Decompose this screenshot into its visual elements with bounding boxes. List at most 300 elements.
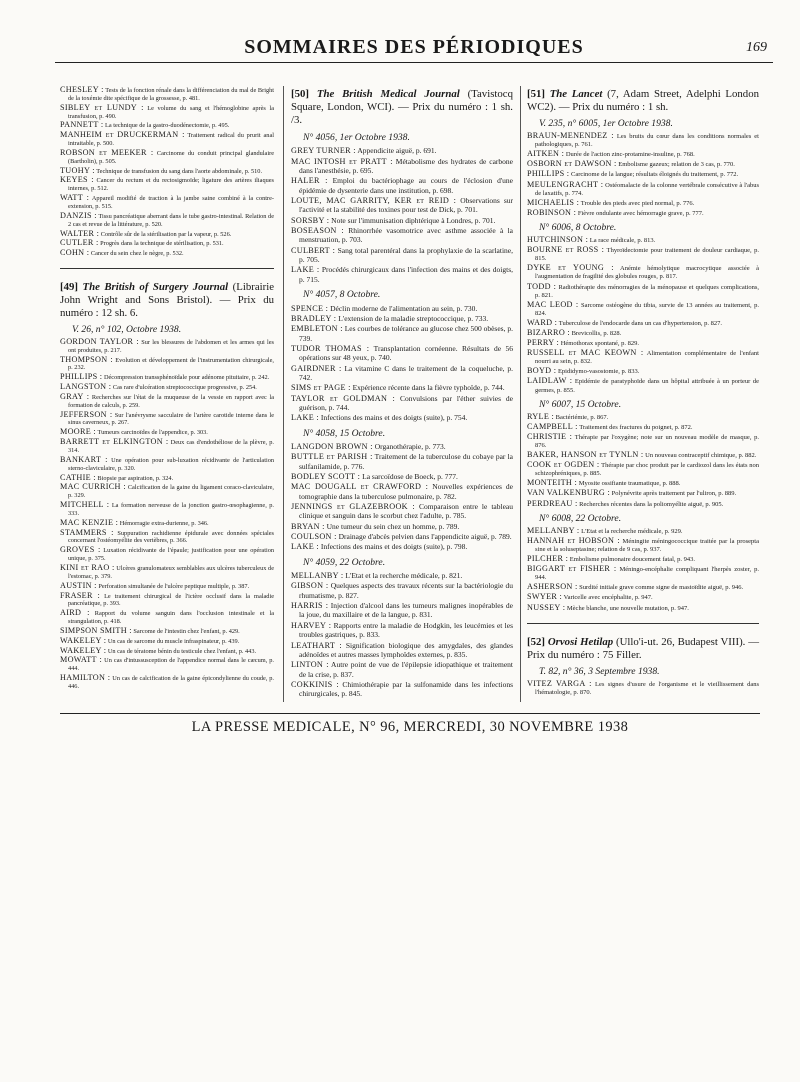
- article-title: Embolisme gazeux; relation de 3 cas, p. 770.: [618, 161, 735, 169]
- journal-name: The Lancet: [549, 88, 603, 100]
- article-author: TODD :: [527, 281, 557, 291]
- article-title: Carcinome du conduit principal glandulaire (Bartholin), p. 505.: [68, 149, 274, 165]
- article-title: Transplantation cornéenne. Résultats de 56 opérations sur 48 yeux, p. 740.: [299, 343, 513, 363]
- article-author: BARRETT et ELKINGTON :: [60, 437, 169, 447]
- article-entry: [527, 537, 759, 554]
- article-author: JENNINGS et GLAZEBROOK :: [291, 502, 415, 512]
- article-author: LAKE :: [291, 542, 319, 552]
- column-1: [60, 86, 274, 692]
- article-entry: [527, 479, 759, 488]
- journal-number: [49]: [60, 281, 78, 294]
- article-entry: [60, 627, 274, 636]
- article-author: ASHERSON :: [527, 582, 578, 592]
- article-title: Un cas de calcification de la gaine épicondylienne du coude, p. 446.: [68, 675, 274, 690]
- article-title: Hémorragie extra-durienne, p. 346.: [119, 519, 209, 527]
- issue-heading: N° 6007, 15 Octobre.: [539, 398, 622, 410]
- article-entry: [291, 226, 513, 245]
- article-entry: [291, 246, 513, 265]
- article-author: CUTLER :: [60, 238, 99, 248]
- article-author: SORSBY :: [291, 215, 330, 225]
- article-author: LOUTE, MAC GARRITY, KER et REID :: [291, 196, 457, 206]
- article-title: Thyroïdectomie pour traitement de douleur cardiaque, p. 815.: [535, 247, 759, 263]
- article-author: AUSTIN :: [60, 580, 97, 590]
- journal-number: [50]: [291, 88, 309, 100]
- article-entry: [60, 456, 274, 473]
- article-entry: [60, 393, 274, 410]
- article-entry: [60, 176, 274, 193]
- article-entry: [291, 383, 513, 392]
- article-author: PHILLIPS :: [60, 372, 103, 382]
- article-author: COKKINIS :: [291, 679, 339, 689]
- article-title: Expérience récente dans la fièvre typhoïde, p. 744.: [352, 383, 505, 393]
- journal-details: (Ullo'i-ut. 26, Budapest VIII). — Prix du numéro : 75 Filler.: [527, 635, 760, 661]
- article-title: Epidémie de paratyphoïde dans un hôpital attribuée à un porteur de germes, p. 855.: [535, 378, 759, 394]
- article-entry: [291, 324, 513, 343]
- entry-list: [527, 236, 759, 395]
- article-author: LAIDLAW :: [527, 376, 573, 386]
- article-entry: [291, 482, 513, 501]
- article-author: GROVES :: [60, 545, 101, 555]
- article-title: Chimiothérapie par la sulfonamide dans les infections chirurgicales, p. 845.: [299, 679, 514, 699]
- article-title: Tumeurs carcinoïdes de l'appendice, p. 303.: [97, 429, 208, 437]
- article-author: GIBSON :: [291, 581, 329, 591]
- article-author: ROBSON et MEEKER :: [60, 147, 154, 157]
- article-title: Ostéomalacie de la colonne vertébrale consécutive à l'abus de laxatifs, p. 774.: [535, 181, 759, 197]
- article-entry: [60, 609, 274, 626]
- article-title: Méningite méningococcique traitée par la prosepta sine et la soluseptasine; relation de 9 cas, p. 937.: [535, 537, 760, 553]
- article-author: HALER :: [291, 176, 328, 186]
- article-title: La vitamine C dans le traitement de la coqueluche, p. 742.: [299, 363, 514, 382]
- article-author: MELLANBY :: [527, 525, 580, 535]
- article-author: CATHIE :: [60, 472, 96, 482]
- page-footer: [60, 713, 760, 738]
- article-title: Anémie hémolytique macrocytique associée à l'augmentation de fragilité des globules rouges, p. 817.: [535, 265, 759, 281]
- article-entry: [291, 532, 513, 541]
- article-entry: [527, 565, 759, 582]
- article-title: Une opération pour sub-luxation récidivante de l'articulation sterno-claviculaire, p. 320.: [68, 456, 274, 472]
- article-author: BRYAN :: [291, 521, 325, 531]
- article-entry: [527, 349, 759, 366]
- issue-heading: N° 6008, 22 Octobre.: [539, 512, 622, 524]
- article-entry: [291, 364, 513, 383]
- article-entry: [527, 301, 759, 318]
- article-author: MEULENGRACHT :: [527, 179, 604, 189]
- article-title: Cancer du sein chez le nègre, p. 532.: [90, 250, 184, 258]
- journal-name: The British Medical Journal: [316, 88, 460, 100]
- article-author: TUDOR THOMAS :: [291, 343, 370, 353]
- article-entry: [291, 472, 513, 481]
- article-title: Contrôle sûr de la stérilisation par la vapeur, p. 526.: [100, 230, 232, 238]
- article-author: PERDREAU :: [527, 498, 578, 508]
- article-author: BRADLEY :: [291, 313, 337, 323]
- article-entry: [527, 339, 759, 348]
- article-entry: [60, 338, 274, 355]
- article-entry: [60, 230, 274, 239]
- article-author: MITCHELL :: [60, 500, 110, 510]
- article-entry: [60, 149, 274, 166]
- footer-text: LA PRESSE MEDICALE, N° 96, MERCREDI, 30 NOVEMBRE 1938: [191, 719, 629, 735]
- article-author: MICHAELIS :: [527, 197, 580, 207]
- journal-details: (Librairie John Wright and Sons Bristol). — Prix du numéro : 12 sh. 6.: [60, 281, 275, 320]
- article-author: PANNETT :: [60, 120, 104, 130]
- article-author: BIZARRO :: [527, 327, 570, 337]
- article-title: Autre point de vue de l'épilepsie idiopathique et traitement de la crise, p. 837.: [299, 660, 514, 679]
- article-entry: [527, 433, 759, 450]
- entry-list: [60, 86, 274, 258]
- article-entry: [60, 474, 274, 483]
- article-author: GREY TURNER :: [291, 146, 356, 156]
- article-title: Polynévrite après traitement par l'uliron, p. 889.: [611, 490, 737, 498]
- article-author: SWYER :: [527, 592, 563, 602]
- entry-list: [527, 132, 759, 218]
- article-author: RYLE :: [527, 411, 555, 421]
- article-author: DYKE et YOUNG :: [527, 263, 614, 273]
- article-title: Thérapie par l'oxygène; note sur un nouveau modèle de masque, p. 876.: [535, 433, 759, 449]
- article-entry: [527, 377, 759, 394]
- article-title: Sur l'anévrysme sacculaire de l'artère carotide interne dans le sinus caverneux, p. 267.: [68, 411, 275, 427]
- article-author: PHILLIPS :: [527, 169, 570, 179]
- article-entry: [527, 246, 759, 263]
- article-title: Calcification de la gaine du ligament coraco-claviculaire, p. 329.: [68, 484, 274, 500]
- article-author: JEFFERSON :: [60, 409, 113, 419]
- article-title: Injection d'alcool dans les tumeurs malignes inopérables de la joue, du maxillaire et de la langue, p. 831.: [299, 601, 513, 620]
- article-author: LANGDON BROWN :: [291, 441, 373, 451]
- article-entry: [60, 564, 274, 581]
- entry-list: [291, 442, 513, 552]
- article-author: HARRIS :: [291, 601, 329, 611]
- article-entry: [291, 157, 513, 176]
- article-entry: [60, 356, 274, 373]
- article-author: LINTON :: [291, 660, 329, 670]
- article-title: Carcinome de la langue; résultats éloignés du traitement, p. 772.: [570, 171, 739, 179]
- issue-heading: V. 26, n° 102, Octobre 1938.: [72, 324, 182, 336]
- article-author: SPENCE :: [291, 303, 329, 313]
- article-title: Sarcome ostéogène du tibia, survie de 13 années au traitement, p. 824.: [535, 301, 759, 317]
- entry-list: [527, 527, 759, 613]
- article-title: Sarcome de l'intestin chez l'enfant, p. 429.: [133, 627, 240, 635]
- article-author: PERRY :: [527, 338, 560, 348]
- page-header: [55, 34, 773, 63]
- article-entry: [291, 176, 513, 195]
- article-entry: [527, 160, 759, 169]
- article-entry: [60, 656, 274, 673]
- article-title: Drainage d'abcès pelvien dans l'appendicite aiguë, p. 789.: [338, 532, 512, 542]
- article-title: Tests de la fonction rénale dans la différenciation du mal de Bright de la toxémie dite spécifique de la grossesse, p. 481.: [68, 87, 275, 102]
- article-author: LANGSTON :: [60, 382, 112, 392]
- article-entry: [527, 209, 759, 218]
- article-author: KEYES :: [60, 175, 94, 185]
- article-entry: [527, 329, 759, 338]
- issue-heading: V. 235, n° 6005, 1er Octobre 1938.: [539, 118, 673, 129]
- article-entry: [527, 150, 759, 159]
- article-title: Emploi du bactériophage au cours de l'éclosion d'une épidémie de dysenterie dans une institution, p. 698.: [299, 176, 514, 195]
- article-author: VITEZ VARGA :: [527, 678, 592, 688]
- article-title: Le traitement chirurgical de l'ictère occlusif dans la maladie pancréatique, p. 393.: [68, 592, 274, 608]
- article-title: Les signes d'usure de l'organisme et le vieillissement dans l'hématologie, p. 870.: [535, 680, 759, 696]
- article-title: Cancer du rectum et du rectosigmoïde; ligature des artères iliaques internes, p. 512.: [68, 177, 275, 193]
- article-author: FRASER :: [60, 590, 101, 600]
- article-title: Technique de transfusion du sang dans l'aorte abdominale, p. 510.: [96, 167, 263, 175]
- article-entry: [291, 196, 513, 215]
- article-author: GAIRDNER :: [291, 363, 342, 373]
- article-title: Un cas de tératome bénin du testicule chez l'enfant, p. 443.: [107, 647, 257, 655]
- article-entry: [527, 264, 759, 281]
- article-title: Observations sur l'activité et la stabilité des toxines pour test de Dick, p. 701.: [299, 196, 514, 215]
- article-entry: [60, 121, 274, 130]
- article-author: BOYD :: [527, 366, 557, 376]
- article-entry: [291, 601, 513, 620]
- article-author: CHRISTIE :: [527, 431, 573, 441]
- article-entry: [60, 501, 274, 518]
- journal-heading: [527, 636, 759, 662]
- article-title: Durée de l'action zinc-protamine-insuline, p. 768.: [565, 151, 695, 159]
- article-entry: [60, 249, 274, 258]
- article-title: Tuberculose de l'endocarde dans un cas d'hypertension, p. 827.: [558, 319, 723, 327]
- article-title: L'Etat et la recherche médicale, p. 929.: [581, 527, 683, 535]
- article-entry: [291, 442, 513, 451]
- article-title: Ulcères granulomateux semblables aux ulcères tuberculeux de l'estomac, p. 379.: [68, 564, 275, 580]
- article-author: AITKEN :: [527, 149, 565, 159]
- article-author: MAC KENZIE :: [60, 517, 119, 527]
- article-author: COHN :: [60, 248, 90, 258]
- article-entry: [60, 194, 274, 211]
- journal-heading: [527, 88, 759, 114]
- article-title: Un nouveau contraceptif chimique, p. 882.: [645, 452, 757, 460]
- article-title: Trouble des pieds avec pied normal, p. 776.: [580, 199, 695, 207]
- article-title: Organothérapie, p. 773.: [374, 441, 446, 451]
- article-author: AIRD :: [60, 608, 90, 618]
- article-author: THOMPSON :: [60, 354, 113, 364]
- article-title: Un cas de sarcome du muscle infraspinateur, p. 439.: [107, 637, 240, 645]
- article-author: LAKE :: [291, 413, 319, 423]
- issue-heading: N° 4056, 1er Octobre 1938.: [303, 132, 410, 143]
- article-author: BRAUN-MENENDEZ :: [527, 131, 614, 141]
- article-entry: [60, 647, 274, 656]
- article-entry: [60, 411, 274, 428]
- article-title: Signification biologique des amygdales, des glandes adénoïdes et autres masses lymphoïdes externes, p. 835.: [299, 640, 513, 659]
- article-title: La technique de la gastro-duodénectomie, p. 495.: [105, 122, 230, 130]
- entry-list: [291, 146, 513, 284]
- journal-heading: [60, 281, 274, 320]
- article-title: Note sur l'immunisation diphtérique à Londres, p. 701.: [331, 215, 496, 225]
- article-author: TUOHY :: [60, 165, 95, 175]
- article-author: LAKE :: [291, 265, 320, 275]
- article-author: WAKELEY :: [60, 645, 107, 655]
- article-entry: [60, 239, 274, 248]
- article-title: Appendicite aiguë, p. 691.: [357, 146, 437, 156]
- entry-list: [291, 571, 513, 698]
- article-title: Déclin moderne de l'alimentation au sein, p. 730.: [330, 303, 478, 313]
- article-entry: [291, 413, 513, 422]
- article-entry: [291, 660, 513, 679]
- journal-number: [51]: [527, 88, 545, 100]
- article-author: MONTEITH :: [527, 478, 578, 488]
- article-title: Les bruits du cœur dans les conditions normales et pathologiques, p. 761.: [535, 133, 759, 149]
- article-title: Métabolisme des hydrates de carbone dans l'anesthésie, p. 695.: [299, 156, 514, 176]
- article-author: MAC DOUGALL et CRAWFORD :: [291, 482, 429, 492]
- article-author: BIGGART et FISHER :: [527, 564, 617, 574]
- article-title: Cas rare d'ulcération streptococcique progressive, p. 254.: [112, 384, 257, 392]
- column-rule: [283, 86, 284, 702]
- issue-heading: T. 82, n° 36, 3 Septembre 1938.: [539, 665, 660, 677]
- article-author: MAC LEOD :: [527, 299, 579, 309]
- article-author: ROBINSON :: [527, 207, 577, 217]
- journal-number: [52]: [527, 635, 545, 648]
- article-entry: [291, 542, 513, 551]
- article-title: Bactériémie, p. 867.: [555, 413, 609, 421]
- article-entry: [60, 483, 274, 500]
- article-title: Tissu pancréatique aberrant dans le tube gastro-intestinal. Relation de 2 cas et revue de la littérature, p. 520.: [68, 212, 274, 228]
- journal-details: (Tavistocq Square, London, WCI). — Prix du numéro : 1 sh. /3.: [291, 88, 513, 126]
- article-entry: [527, 181, 759, 198]
- article-title: Rapport du volume sanguin dans l'occlusion intestinale et la strangulation, p. 418.: [68, 610, 275, 626]
- article-author: SIBLEY et LUNDY :: [60, 102, 144, 112]
- article-title: L'Etat et la recherche médicale, p. 821.: [345, 571, 463, 581]
- article-author: GORDON TAYLOR :: [60, 336, 139, 346]
- article-entry: [527, 132, 759, 149]
- article-title: Infections des mains et des doigts (suite), p. 798.: [320, 542, 468, 552]
- article-author: LEATHART :: [291, 640, 342, 650]
- article-entry: [527, 461, 759, 478]
- article-entry: [527, 555, 759, 564]
- article-author: BANKART :: [60, 454, 108, 464]
- article-title: Progrès dans la technique de stérilisation, p. 531.: [100, 240, 224, 248]
- journal-heading: [291, 88, 513, 127]
- article-title: Myosite ossifiante traumatique, p. 888.: [578, 480, 681, 488]
- article-title: Procédés chirurgicaux dans l'infection des mains et des doigts, p. 715.: [299, 265, 514, 284]
- article-author: BOURNE et ROSS :: [527, 245, 605, 255]
- article-title: Radiothérapie des ménorragies de la ménopause et quelques complications, p. 821.: [535, 283, 759, 299]
- article-entry: [291, 344, 513, 363]
- article-entry: [60, 546, 274, 563]
- article-author: COOK et OGDEN :: [527, 460, 600, 470]
- article-author: MAC INTOSH et PRATT :: [291, 156, 393, 166]
- article-title: Suppuration rachidienne épidurale avec données spéciales concernant l'ostéomyélite des vertèbres, p. 366.: [68, 529, 274, 545]
- article-title: La formation nerveuse de la jonction gastro-œsophagienne, p. 333.: [68, 502, 275, 517]
- issue-heading: N° 4058, 15 Octobre.: [303, 427, 386, 439]
- article-entry: [527, 593, 759, 602]
- article-title: Mèche blanche, une nouvelle mutation, p. 947.: [566, 604, 689, 612]
- article-entry: [291, 581, 513, 600]
- article-title: Une tumeur du sein chez un homme, p. 789.: [326, 521, 460, 531]
- entry-list: [527, 413, 759, 509]
- article-title: Epididymo-vasostomie, p. 833.: [557, 368, 640, 376]
- article-author: VAN VALKENBURG :: [527, 488, 611, 498]
- article-title: Recherches récentes dans la poliomyélite aiguë, p. 905.: [579, 500, 724, 508]
- entry-list: [60, 338, 274, 691]
- column-rule: [520, 86, 521, 702]
- article-entry: [527, 199, 759, 208]
- article-entry: [527, 367, 759, 376]
- article-title: La race médicale, p. 813.: [589, 237, 656, 245]
- article-entry: [291, 502, 513, 521]
- article-title: Deux cas d'endothéliose de la plèvre, p. 314.: [68, 439, 274, 454]
- journal-name: Orvosi Hetilap: [547, 635, 614, 648]
- article-entry: [60, 167, 274, 176]
- article-title: Brevicollis, p. 828.: [571, 329, 622, 337]
- article-title: Rhinorrhée vasomotrice avec asthme associée à la menstruation, p. 703.: [299, 226, 513, 245]
- article-entry: [527, 451, 759, 460]
- article-entry: [527, 527, 759, 536]
- article-entry: [291, 265, 513, 284]
- article-title: L'extension de la maladie streptococcique, p. 733.: [338, 313, 489, 323]
- article-entry: [291, 621, 513, 640]
- article-author: HUTCHINSON :: [527, 235, 589, 245]
- entry-list: [527, 680, 759, 697]
- article-author: MOWATT :: [60, 655, 103, 665]
- article-title: Appareil modifié de traction à la jambe saine combiné à la contre-extension, p. 515.: [68, 195, 274, 210]
- article-author: GRAY :: [60, 391, 90, 401]
- article-entry: [60, 674, 274, 691]
- article-author: MANHEIM et DRUCKERMAN :: [60, 130, 185, 140]
- article-entry: [60, 428, 274, 437]
- article-author: RUSSELL et MAC KEOWN :: [527, 348, 644, 358]
- article-entry: [291, 216, 513, 225]
- article-title: Luxation récidivante de l'épaule; justification pour une opération unique, p. 375.: [68, 547, 274, 563]
- article-author: PILCHER :: [527, 554, 569, 564]
- article-entry: [60, 373, 274, 382]
- article-author: SIMS et PAGE :: [291, 383, 351, 393]
- article-author: STAMMERS :: [60, 527, 114, 537]
- article-entry: [291, 394, 513, 413]
- article-author: CAMPBELL :: [527, 421, 578, 431]
- journal-name: The British of Surgery Journal: [82, 281, 229, 294]
- article-title: Hémothorax spontané, p. 829.: [560, 340, 640, 348]
- article-author: KINI et RAO :: [60, 562, 115, 572]
- article-entry: [527, 170, 759, 179]
- article-entry: [60, 592, 274, 609]
- article-author: WARD :: [527, 317, 558, 327]
- article-title: Comparaison entre le tableau clinique et sanguin dans le scorbut chez l'adulte, p. 785.: [299, 502, 513, 521]
- article-entry: [527, 680, 759, 697]
- article-title: Rapports entre la maladie de Hodgkin, les leucémies et les troubles gastriques, p. 833.: [299, 620, 514, 640]
- article-title: Un cas d'intussusception de l'appendice normal dans le cæcum, p. 444.: [68, 657, 275, 673]
- article-entry: [60, 86, 274, 103]
- section-divider: [527, 623, 759, 624]
- article-title: Décompression transsphénoïdale pour adénome pituitaire, p. 242.: [103, 374, 270, 382]
- article-title: Evolution et développement de l'instrumentation chirurgicale, p. 232.: [68, 356, 274, 372]
- article-entry: [527, 583, 759, 592]
- article-entry: [60, 212, 274, 229]
- article-author: BOSEASON :: [291, 226, 344, 236]
- issue-heading: N° 4057, 8 Octobre.: [303, 289, 381, 301]
- article-title: Traitement des fractures du poignet, p. 872.: [579, 423, 693, 431]
- article-title: Fièvre ondulante avec hémorragie grave, p. 777.: [577, 209, 704, 217]
- article-title: Sang total parentéral dans la prophylaxie de la scarlatine, p. 705.: [299, 245, 514, 265]
- article-entry: [527, 236, 759, 245]
- article-entry: [60, 637, 274, 646]
- article-author: EMBLETON :: [291, 324, 343, 334]
- article-entry: [527, 283, 759, 300]
- article-author: COULSON :: [291, 532, 337, 542]
- issue-heading: N° 4059, 22 Octobre.: [303, 556, 386, 568]
- column-2: [291, 86, 513, 700]
- article-author: WAKELEY :: [60, 635, 107, 645]
- article-title: Nouvelles expériences de tomographie dans la tuberculose pulmonaire, p. 782.: [299, 482, 513, 501]
- article-author: HAMILTON :: [60, 673, 111, 683]
- article-title: Traitement de la tuberculose du cobaye par la sulfanilamide, p. 776.: [299, 452, 513, 471]
- article-entry: [291, 680, 513, 699]
- entry-list: [291, 304, 513, 423]
- page-number: 169: [746, 40, 767, 55]
- article-title: Varicelle avec encéphalite, p. 947.: [563, 594, 653, 602]
- article-title: Thérapie par choc produit par le cardiozol dans les états non schizophréniques, p. 885.: [535, 462, 759, 478]
- article-author: MELLANBY :: [291, 571, 344, 581]
- article-entry: [527, 319, 759, 328]
- article-entry: [527, 489, 759, 498]
- article-title: Sur les blessures de l'abdomen et les armes qui les ont produites, p. 217.: [68, 338, 274, 354]
- article-author: SIMPSON SMITH :: [60, 625, 132, 635]
